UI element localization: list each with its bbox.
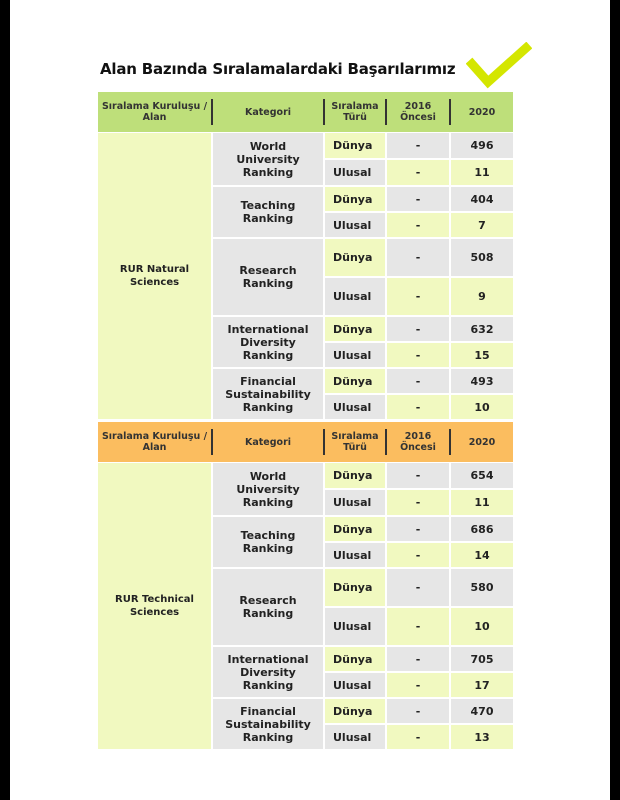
header-divider [211, 99, 213, 125]
value-2020: 10 [451, 608, 513, 645]
ranking-type-cell: Dünya [325, 569, 385, 606]
header-col-siralama-kurulusu: Sıralama Kuruluşu / Alan [101, 431, 208, 453]
header-col-kategori: Kategori [244, 436, 292, 448]
ranking-type-cell: Ulusal [325, 543, 385, 567]
header-divider [449, 99, 451, 125]
header-divider [449, 429, 451, 455]
value-2020: 14 [451, 543, 513, 567]
pre-2016-value: - [387, 278, 449, 315]
value-2020: 11 [451, 490, 513, 515]
category-cell: International Diversity Ranking [213, 647, 323, 697]
header-divider [323, 99, 325, 125]
ranking-type-cell: Dünya [325, 187, 385, 211]
ranking-type-cell: Ulusal [325, 160, 385, 185]
value-2020: 10 [451, 395, 513, 419]
value-2020: 496 [451, 133, 513, 158]
ranking-type-cell: Ulusal [325, 673, 385, 697]
category-cell: World University Ranking [213, 463, 323, 515]
value-2020: 686 [451, 517, 513, 541]
ranking-type-cell: Dünya [325, 133, 385, 158]
pre-2016-value: - [387, 463, 449, 488]
category-cell: Teaching Ranking [213, 517, 323, 567]
value-2020: 17 [451, 673, 513, 697]
category-cell: International Diversity Ranking [213, 317, 323, 367]
page-title: Alan Bazında Sıralamalardaki Başarılarımız [100, 60, 456, 78]
pre-2016-value: - [387, 369, 449, 393]
section-label: RUR Technical Sciences [98, 463, 211, 749]
header-col-siralama-turu: Sıralama Türü [331, 431, 379, 453]
value-2020: 493 [451, 369, 513, 393]
ranking-type-cell: Ulusal [325, 343, 385, 367]
pre-2016-value: - [387, 543, 449, 567]
ranking-type-cell: Dünya [325, 647, 385, 671]
check-mark-icon [466, 42, 532, 92]
category-cell: World University Ranking [213, 133, 323, 185]
value-2020: 654 [451, 463, 513, 488]
ranking-type-cell: Ulusal [325, 278, 385, 315]
header-col-2016-oncesi: 2016 Öncesi [400, 431, 436, 453]
value-2020: 13 [451, 725, 513, 749]
pre-2016-value: - [387, 490, 449, 515]
pre-2016-value: - [387, 187, 449, 211]
pre-2016-value: - [387, 608, 449, 645]
header-col-2020: 2020 [468, 106, 496, 118]
value-2020: 580 [451, 569, 513, 606]
pre-2016-value: - [387, 133, 449, 158]
pre-2016-value: - [387, 673, 449, 697]
header-col-siralama-kurulusu: Sıralama Kuruluşu / Alan [101, 101, 208, 123]
category-cell: Financial Sustainability Ranking [213, 699, 323, 749]
value-2020: 7 [451, 213, 513, 237]
header-col-kategori: Kategori [244, 106, 292, 118]
ranking-type-cell: Ulusal [325, 490, 385, 515]
ranking-type-cell: Dünya [325, 699, 385, 723]
pre-2016-value: - [387, 160, 449, 185]
section-label: RUR Natural Sciences [98, 133, 211, 419]
header-col-2020: 2020 [468, 436, 496, 448]
pre-2016-value: - [387, 213, 449, 237]
header-divider [323, 429, 325, 455]
ranking-type-cell: Dünya [325, 317, 385, 341]
ranking-type-cell: Dünya [325, 239, 385, 276]
ranking-type-cell: Ulusal [325, 213, 385, 237]
pre-2016-value: - [387, 699, 449, 723]
header-divider [385, 99, 387, 125]
value-2020: 404 [451, 187, 513, 211]
value-2020: 9 [451, 278, 513, 315]
category-cell: Research Ranking [213, 569, 323, 645]
ranking-type-cell: Dünya [325, 517, 385, 541]
category-cell: Financial Sustainability Ranking [213, 369, 323, 419]
value-2020: 15 [451, 343, 513, 367]
pre-2016-value: - [387, 395, 449, 419]
header-col-2016-oncesi: 2016 Öncesi [400, 101, 436, 123]
pre-2016-value: - [387, 647, 449, 671]
ranking-type-cell: Ulusal [325, 725, 385, 749]
pre-2016-value: - [387, 517, 449, 541]
value-2020: 11 [451, 160, 513, 185]
header-col-siralama-turu: Sıralama Türü [331, 101, 379, 123]
document-page [10, 0, 610, 800]
ranking-type-cell: Ulusal [325, 395, 385, 419]
pre-2016-value: - [387, 725, 449, 749]
pre-2016-value: - [387, 569, 449, 606]
value-2020: 508 [451, 239, 513, 276]
ranking-type-cell: Ulusal [325, 608, 385, 645]
value-2020: 470 [451, 699, 513, 723]
category-cell: Research Ranking [213, 239, 323, 315]
header-divider [211, 429, 213, 455]
value-2020: 705 [451, 647, 513, 671]
ranking-type-cell: Dünya [325, 463, 385, 488]
value-2020: 632 [451, 317, 513, 341]
category-cell: Teaching Ranking [213, 187, 323, 237]
pre-2016-value: - [387, 239, 449, 276]
pre-2016-value: - [387, 317, 449, 341]
pre-2016-value: - [387, 343, 449, 367]
header-divider [385, 429, 387, 455]
ranking-type-cell: Dünya [325, 369, 385, 393]
